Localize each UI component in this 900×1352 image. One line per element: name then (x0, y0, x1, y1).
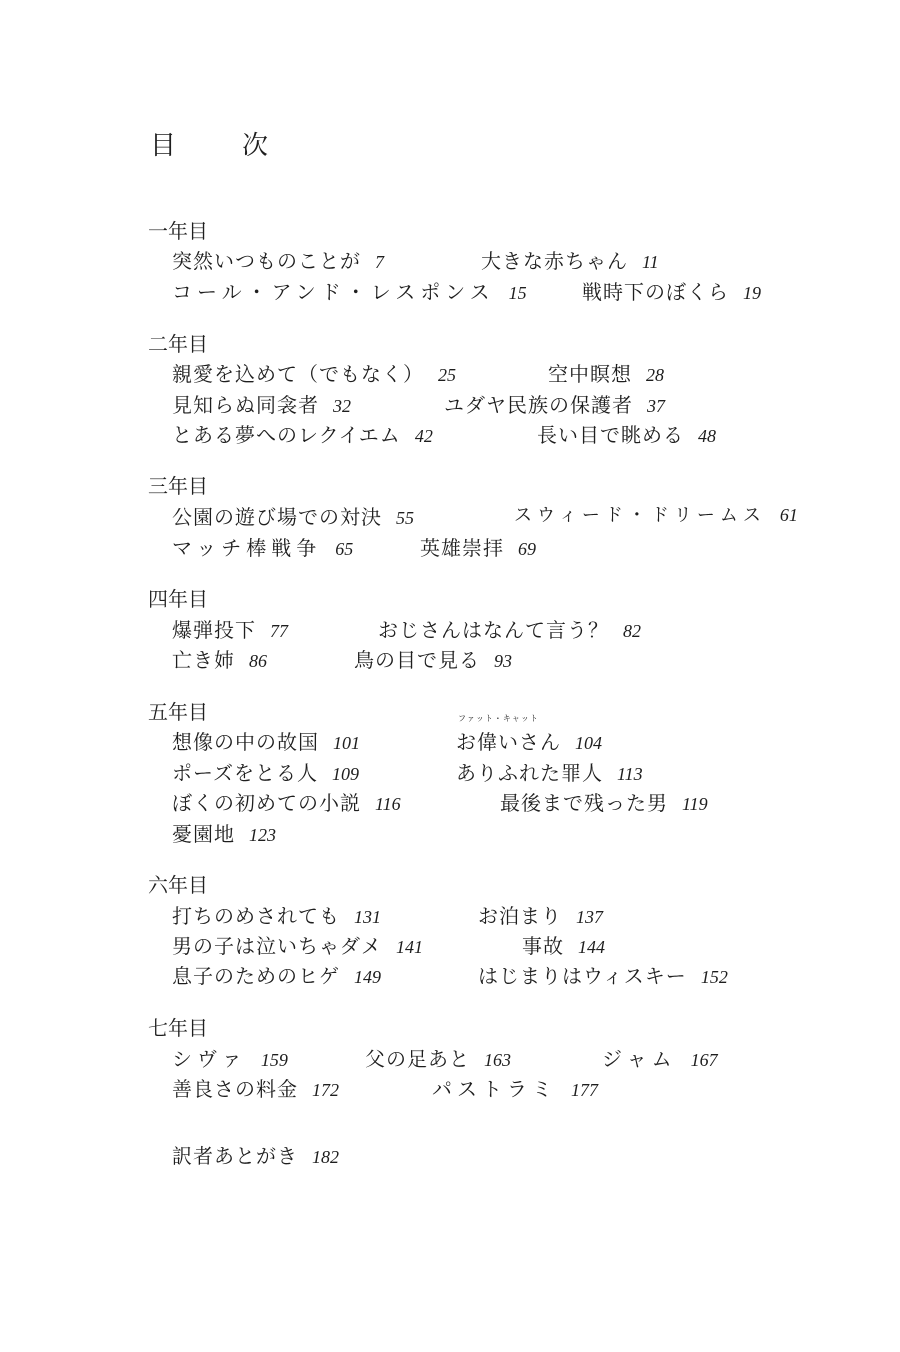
entry-title: 憂園地 (172, 822, 235, 846)
entry-page: 42 (414, 426, 433, 446)
entry-title: 爆弾投下 (172, 618, 256, 642)
entry-page: 37 (647, 396, 665, 416)
toc-entry[interactable] (478, 960, 728, 989)
toc-entry[interactable] (500, 787, 708, 816)
entry-title: 戦時下のぼくら (582, 280, 729, 304)
entry-page: 177 (571, 1080, 598, 1100)
entry-title: 事故 (522, 934, 564, 958)
entry-title: 突然いつものことが (172, 249, 361, 273)
entry-title: 亡き姉 (172, 648, 235, 672)
entry-title: コール・アンド・レスポンス (172, 280, 495, 304)
entry-title: ユダヤ民族の保護者 (444, 393, 633, 417)
entry-page: 86 (249, 651, 267, 671)
toc-entry[interactable] (522, 930, 605, 959)
entry-page: 48 (698, 426, 716, 446)
entry-page: 19 (743, 283, 761, 303)
toc-entry[interactable] (456, 757, 643, 786)
entry-page: 25 (438, 365, 456, 385)
toc-entry[interactable] (172, 389, 351, 418)
entry-title: おじさんはなんて言う？ (378, 618, 609, 642)
entry-title: 空中瞑想 (548, 362, 632, 386)
entry-title: 訳者あとがき (172, 1144, 298, 1168)
entry-page: 7 (375, 252, 384, 272)
toc-entry[interactable] (537, 419, 716, 448)
toc-entry[interactable] (172, 245, 384, 274)
toc-entry[interactable] (378, 614, 641, 643)
toc-entry[interactable] (172, 276, 527, 305)
entry-page: 163 (484, 1050, 511, 1070)
entry-page: 141 (396, 937, 423, 957)
toc-entry[interactable] (548, 358, 664, 387)
entry-page: 65 (335, 539, 354, 559)
entry-page: 152 (700, 967, 728, 987)
entry-page: 109 (332, 764, 359, 784)
entry-page: 101 (333, 733, 360, 753)
entry-title: 男の子は泣いちゃダメ (172, 934, 382, 958)
entry-title: とある夢へのレクイエム (172, 423, 401, 447)
entry-title: お偉いさん (456, 730, 561, 754)
ruby-annotation: ファット・キャット (458, 714, 539, 723)
entry-page: 11 (642, 252, 659, 272)
entry-title: パストラミ (432, 1077, 557, 1101)
year-heading-3: 三年目 (148, 474, 208, 498)
entry-page: 131 (354, 907, 381, 927)
entry-page: 116 (375, 794, 401, 814)
entry-page: 61 (779, 505, 798, 525)
toc-entry[interactable] (172, 930, 423, 959)
entry-title: 善良さの料金 (172, 1077, 298, 1101)
entry-page: 137 (576, 907, 603, 927)
toc-entry[interactable] (602, 1043, 718, 1072)
toc-entry[interactable] (420, 532, 536, 561)
entry-title: 親愛を込めて（でもなく） (172, 362, 424, 386)
toc-entry[interactable] (172, 900, 381, 929)
entry-title: お泊まり (478, 904, 562, 928)
entry-page: 123 (249, 825, 276, 845)
toc-entry[interactable] (478, 900, 603, 929)
toc-entry[interactable] (172, 614, 288, 643)
entry-page: 159 (260, 1050, 288, 1070)
toc-entry[interactable] (432, 1073, 598, 1102)
toc-entry[interactable] (481, 245, 659, 274)
entry-page: 93 (494, 651, 512, 671)
toc-entry[interactable] (172, 532, 353, 561)
entry-title: マッチ棒戦争 (172, 536, 322, 560)
entry-title: 公園の遊び場での対決 (172, 505, 382, 529)
toc-entry[interactable] (172, 726, 360, 755)
entry-page: 15 (508, 283, 527, 303)
entry-title: 英雄崇拝 (420, 536, 504, 560)
entry-page: 69 (518, 539, 536, 559)
entry-title: 息子のためのヒゲ (172, 964, 340, 988)
entry-title: ジャム (602, 1047, 677, 1071)
year-heading-4: 四年目 (148, 587, 208, 611)
entry-page: 144 (578, 937, 605, 957)
toc-entry[interactable] (172, 644, 267, 673)
year-heading-5: 五年目 (148, 700, 208, 724)
entry-page: 113 (617, 764, 643, 784)
year-heading-1: 一年目 (148, 219, 208, 243)
toc-entry[interactable] (514, 501, 798, 527)
entry-title: 鳥の目で見る (354, 648, 480, 672)
entry-page: 82 (623, 621, 641, 641)
toc-entry[interactable] (172, 1043, 288, 1072)
entry-title: 見知らぬ同衾者 (172, 393, 319, 417)
year-heading-6: 六年目 (148, 873, 208, 897)
page-title: 目 次 (150, 131, 289, 161)
entry-page: 172 (312, 1080, 339, 1100)
entry-title: シヴァ (172, 1047, 247, 1071)
toc-entry[interactable] (172, 1073, 339, 1102)
toc-entry[interactable] (172, 787, 401, 816)
entry-page: 77 (270, 621, 288, 641)
entry-title: ぼくの初めての小説 (172, 791, 361, 815)
entry-title: スウィード・ドリームス (514, 505, 766, 526)
entry-title: ありふれた罪人 (456, 761, 603, 785)
year-heading-2: 二年目 (148, 332, 208, 356)
entry-title: 大きな赤ちゃん (481, 249, 628, 273)
toc-entry[interactable] (172, 757, 359, 786)
entry-page: 119 (682, 794, 708, 814)
entry-title: ポーズをとる人 (172, 761, 318, 785)
toc-entry[interactable] (444, 389, 665, 418)
entry-page: 28 (646, 365, 664, 385)
entry-title: 最後まで残った男 (500, 791, 668, 815)
entry-title: 父の足あと (365, 1047, 470, 1071)
toc-entry[interactable] (172, 818, 276, 847)
toc-entry[interactable] (582, 276, 761, 305)
toc-entry[interactable] (172, 501, 414, 530)
entry-page: 32 (333, 396, 351, 416)
entry-title: 想像の中の故国 (172, 730, 319, 754)
toc-entry-afterword[interactable] (172, 1140, 339, 1169)
entry-page: 104 (575, 733, 602, 753)
toc-entry[interactable] (172, 358, 456, 387)
entry-title: はじまりはウィスキー (478, 964, 687, 988)
entry-title: 打ちのめされても (172, 904, 340, 928)
toc-entry[interactable] (172, 419, 433, 448)
toc-entry[interactable] (172, 960, 381, 989)
entry-page: 149 (354, 967, 381, 987)
entry-page: 167 (690, 1050, 718, 1070)
toc-entry[interactable] (456, 726, 602, 755)
entry-title: 長い目で眺める (537, 423, 684, 447)
entry-page: 182 (312, 1147, 339, 1167)
entry-page: 55 (396, 508, 414, 528)
toc-entry[interactable] (354, 644, 512, 673)
year-heading-7: 七年目 (148, 1016, 208, 1040)
toc-entry[interactable] (365, 1043, 511, 1072)
